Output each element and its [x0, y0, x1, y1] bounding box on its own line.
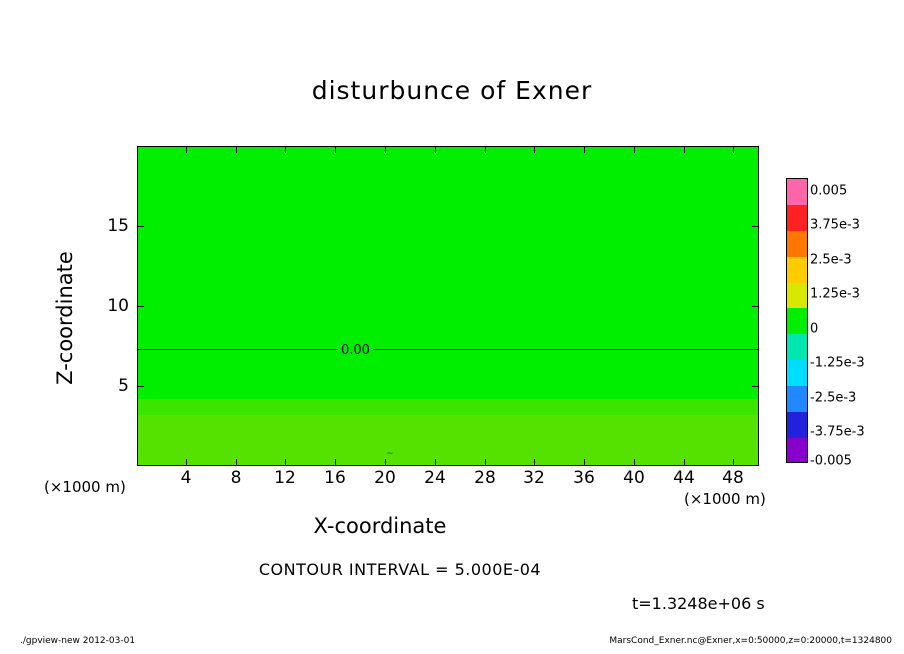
colorbar-cell — [787, 412, 807, 438]
x-tick-bottom — [634, 459, 635, 466]
y-axis-title: Z-coordinate — [53, 251, 77, 385]
page-title: disturbunce of Exner — [311, 76, 593, 105]
x-tick-label: 4 — [180, 468, 192, 488]
x-tick-label: 32 — [523, 468, 545, 488]
plot-area — [137, 146, 759, 466]
colorbar-tick-label: -0.005 — [810, 453, 852, 469]
y-tick-label: 15 — [107, 216, 129, 236]
x-tick-top — [684, 146, 685, 153]
x-tick-label: 36 — [573, 468, 595, 488]
footer-left: ./gpview-new 2012-03-01 — [20, 636, 136, 646]
x-tick-top — [584, 146, 585, 153]
y-tick-left — [137, 226, 144, 227]
colorbar-cell — [787, 360, 807, 386]
colorbar-cell — [787, 334, 807, 360]
x-tick-bottom — [236, 459, 237, 466]
colorbar-tick-label: 1.25e-3 — [810, 286, 860, 302]
x-tick-bottom — [534, 459, 535, 466]
x-tick-top — [385, 146, 386, 153]
x-tick-label: 40 — [623, 468, 645, 488]
x-tick-top — [186, 146, 187, 153]
x-tick-label: 44 — [673, 468, 695, 488]
time-label: t=1.3248e+06 s — [632, 594, 765, 613]
colorbar-cell — [787, 179, 807, 205]
noise-annotation: ~ — [386, 449, 394, 459]
x-tick-label: 8 — [230, 468, 242, 488]
colorbar-tick-label: 3.75e-3 — [810, 217, 860, 233]
colorbar-tick-label: 0.005 — [810, 183, 848, 199]
contour-label: 0.00 — [338, 343, 373, 358]
x-tick-bottom — [335, 459, 336, 466]
x-tick-bottom — [186, 459, 187, 466]
x-axis-title: X-coordinate — [313, 514, 447, 538]
x-tick-bottom — [385, 459, 386, 466]
y-tick-right — [752, 386, 759, 387]
x-tick-top — [236, 146, 237, 153]
y-tick-left — [137, 386, 144, 387]
colorbar-tick-label: -1.25e-3 — [810, 355, 865, 371]
x-tick-bottom — [485, 459, 486, 466]
y-tick-right — [752, 306, 759, 307]
x-tick-top — [285, 146, 286, 153]
colorbar-cell — [787, 205, 807, 231]
field-band-2 — [138, 146, 758, 399]
x-tick-bottom — [435, 459, 436, 466]
y-tick-right — [752, 226, 759, 227]
x-tick-label: 28 — [474, 468, 496, 488]
colorbar-tick-label: 0 — [810, 321, 819, 337]
x-tick-label: 48 — [722, 468, 744, 488]
field-band-1 — [138, 399, 758, 415]
y-tick-label: 5 — [118, 376, 129, 396]
x-unit-right: (×1000 m) — [684, 490, 766, 508]
field-band-0 — [138, 415, 758, 465]
x-unit-left: (×1000 m) — [44, 478, 126, 496]
x-tick-top — [485, 146, 486, 153]
colorbar-tick-label: -2.5e-3 — [810, 390, 857, 406]
x-tick-top — [634, 146, 635, 153]
x-tick-top — [335, 146, 336, 153]
x-tick-label: 20 — [374, 468, 396, 488]
x-tick-bottom — [584, 459, 585, 466]
colorbar-cell — [787, 438, 807, 463]
x-tick-top — [435, 146, 436, 153]
colorbar-tick-label: 2.5e-3 — [810, 252, 852, 268]
footer-right: MarsCond_Exner.nc@Exner,x=0:50000,z=0:20000,t=1324800 — [609, 636, 892, 646]
x-tick-label: 16 — [324, 468, 346, 488]
colorbar — [786, 178, 808, 463]
x-tick-label: 12 — [274, 468, 296, 488]
colorbar-cell — [787, 386, 807, 412]
contour-interval-text: CONTOUR INTERVAL = 5.000E-04 — [258, 560, 542, 579]
y-tick-left — [137, 306, 144, 307]
contour-line-zero — [138, 349, 758, 350]
x-tick-top — [733, 146, 734, 153]
x-tick-bottom — [285, 459, 286, 466]
x-tick-bottom — [684, 459, 685, 466]
colorbar-cell — [787, 257, 807, 283]
colorbar-tick-label: -3.75e-3 — [810, 424, 865, 440]
x-tick-label: 24 — [424, 468, 446, 488]
x-tick-bottom — [733, 459, 734, 466]
y-tick-label: 10 — [107, 296, 129, 316]
x-tick-top — [534, 146, 535, 153]
colorbar-cell — [787, 231, 807, 257]
colorbar-cell — [787, 283, 807, 309]
colorbar-cell — [787, 308, 807, 334]
